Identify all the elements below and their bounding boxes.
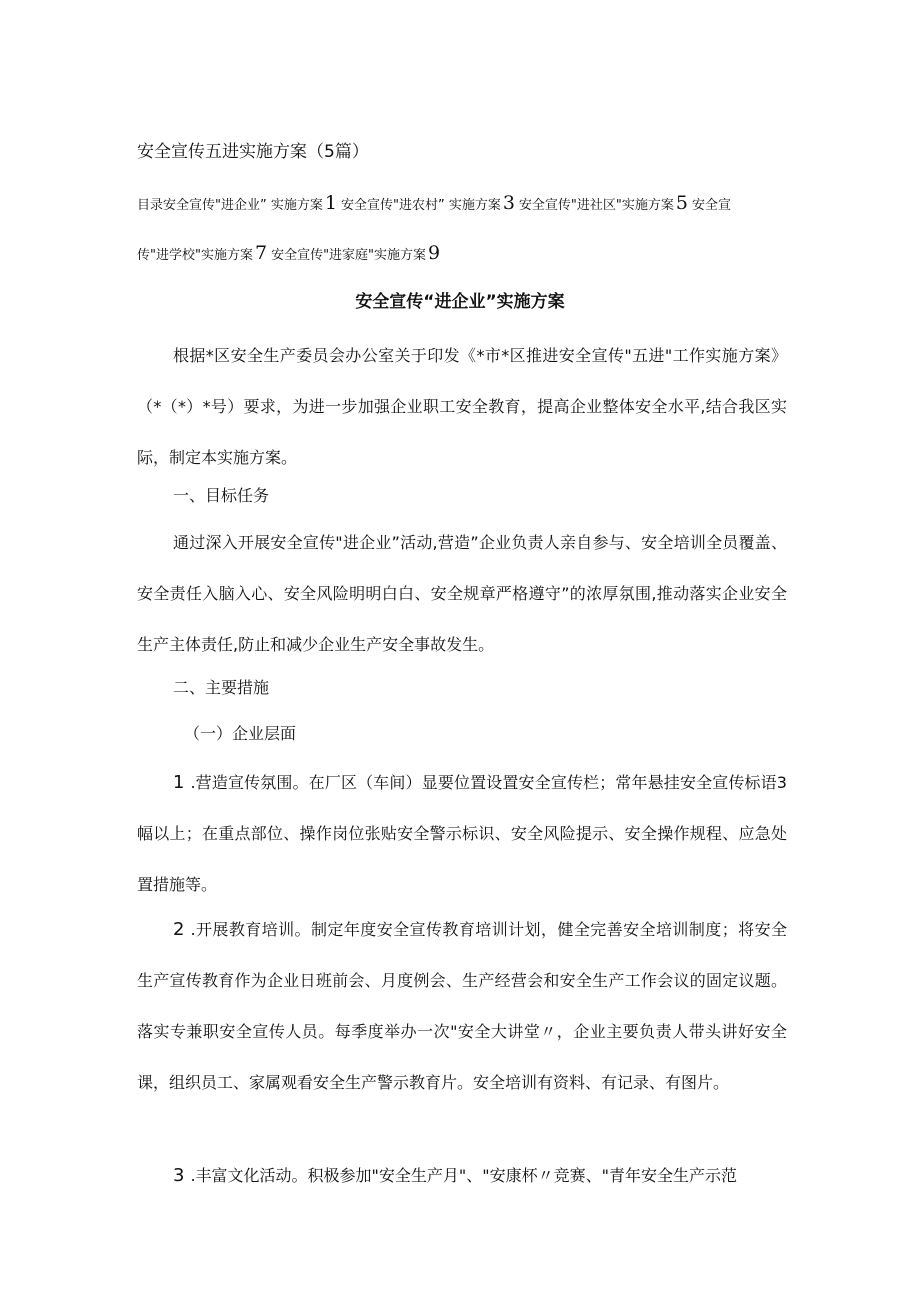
goal-paragraph: 通过深入开展安全宣传"进企业”活动,营造”企业负责人亲自参与、安全培训全员覆盖、安全责任入脑入心、安全风险明明白白、安全规章严格遵守”的浓厚氛围,推动落实企业安全生产主体责任,防止和减少企业生产安全事故发生。 xyxy=(137,533,787,654)
toc-page-number: 5 xyxy=(675,192,688,214)
measure-item-3 xyxy=(137,1150,787,1201)
toc-page-number: 1 xyxy=(324,192,337,214)
item-text: .营造宣传氛围。在厂区（车间）显要位置设置安全宣传栏；常年悬挂安全宣传标语3幅以上；在重点部位、操作岗位张贴安全警示标识、安全风险提示、安全操作规程、应急处置措施等。 xyxy=(137,773,787,894)
measure-item-1 xyxy=(137,757,787,910)
heading-measures: 二、主要措施 xyxy=(173,678,270,697)
toc-entry-fragment[interactable]: 安全宣 xyxy=(691,198,731,213)
intro-paragraph: 根据*区安全生产委员会办公室关于印发《*市*区推进安全宣传"五进"工作实施方案》（*（*）*号）要求，为进一步加强企业职工安全教育，提高企业整体安全水平,结合我区实际，制定本实施方案。 xyxy=(137,346,787,467)
table-of-contents xyxy=(137,190,787,219)
heading-goals: 一、目标任务 xyxy=(173,486,270,505)
toc-page-number: 3 xyxy=(502,192,515,214)
table-of-contents-line-2 xyxy=(137,240,444,269)
toc-label: 目录 xyxy=(137,198,164,213)
section-title: 安全宣传“进企业”实施方案 xyxy=(355,292,565,312)
toc-entry[interactable]: 安全宣传"进家庭"实施方案 xyxy=(271,248,427,263)
toc-page-number: 7 xyxy=(254,242,268,264)
toc-entry[interactable]: 安全宣传"进农村” 实施方案 xyxy=(340,198,501,213)
document-title: 安全宣传五进实施方案（5篇） xyxy=(137,142,369,162)
toc-entry[interactable]: 安全宣传"进社区"实施方案 xyxy=(518,198,674,213)
item-number: 3 xyxy=(173,1165,191,1186)
toc-page-number: 9 xyxy=(428,242,441,264)
item-number: 2 xyxy=(173,919,191,940)
toc-entry-fragment[interactable]: 传"进学校"实施方案 xyxy=(137,248,253,263)
item-text: .开展教育培训。制定年度安全宣传教育培训计划，健全完善安全培训制度；将安全生产宣传教育作为企业日班前会、月度例会、生产经营会和安全生产工作会议的固定议题。落实专兼职安全宣传人员。每季度举办一次"安全大讲堂〃，企业主要负责人带头讲好安全课，组织员工、家属观看安全生产警示教育片。安全培训有资料、有记录、有图片。 xyxy=(137,920,787,1092)
item-text: .丰富文化活动。积极参加"安全生产月"、"安康杯〃竞赛、"青年安全生产示范 xyxy=(190,1166,737,1185)
toc-entry[interactable]: 安全宣传"进企业” 实施方案 xyxy=(163,198,323,213)
subheading-enterprise-level: （一）企业层面 xyxy=(184,724,297,743)
measure-item-2 xyxy=(137,904,787,1108)
item-number: 1 xyxy=(173,772,191,793)
